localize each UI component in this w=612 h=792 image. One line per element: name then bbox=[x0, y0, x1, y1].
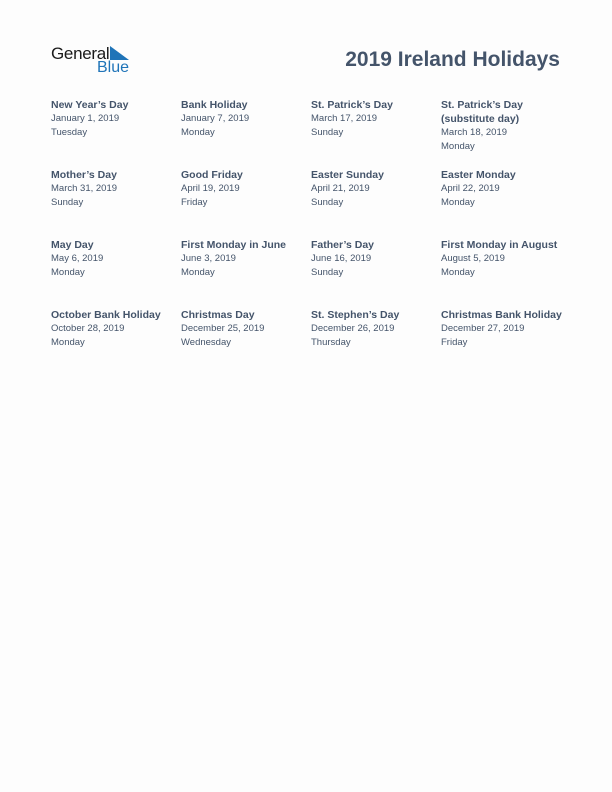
holiday-name: St. Patrick’s Day (substitute day) bbox=[441, 99, 523, 125]
holiday-name: Father’s Day bbox=[311, 239, 375, 251]
holiday-name: Christmas Bank Holiday bbox=[441, 309, 562, 321]
holiday-weekday: Friday bbox=[441, 336, 468, 348]
logo-word-blue: Blue bbox=[97, 59, 130, 76]
holiday-weekday: Sunday bbox=[311, 126, 344, 138]
holiday-weekday: Monday bbox=[51, 266, 85, 278]
holiday-weekday: Sunday bbox=[311, 266, 344, 278]
holiday-name: St. Patrick’s Day bbox=[311, 99, 393, 111]
holiday-item bbox=[441, 308, 571, 378]
holiday-item bbox=[51, 98, 181, 168]
holiday-name: Easter Monday bbox=[441, 169, 516, 181]
holiday-name: St. Stephen’s Day bbox=[311, 309, 400, 321]
holiday-weekday: Sunday bbox=[51, 196, 84, 208]
holiday-date: March 17, 2019 bbox=[311, 113, 378, 124]
holiday-item bbox=[51, 308, 181, 378]
holiday-weekday: Sunday bbox=[311, 196, 344, 208]
holiday-weekday: Monday bbox=[441, 196, 475, 208]
holiday-name: May Day bbox=[51, 239, 94, 251]
holiday-weekday: Monday bbox=[441, 140, 475, 152]
holiday-date: January 1, 2019 bbox=[51, 113, 120, 124]
holiday-weekday: Monday bbox=[181, 126, 215, 138]
holiday-item bbox=[51, 168, 181, 238]
holiday-date: June 3, 2019 bbox=[181, 253, 236, 264]
holiday-date: June 16, 2019 bbox=[311, 253, 372, 264]
logo-word-general: General bbox=[51, 44, 110, 63]
holiday-name: Bank Holiday bbox=[181, 99, 248, 111]
brand-logo bbox=[51, 44, 141, 78]
holiday-date: January 7, 2019 bbox=[181, 113, 250, 124]
holiday-date: April 19, 2019 bbox=[181, 183, 240, 194]
holiday-name: First Monday in August bbox=[441, 239, 558, 251]
holiday-item bbox=[311, 168, 441, 238]
holiday-item bbox=[181, 98, 311, 168]
holiday-date: April 22, 2019 bbox=[441, 183, 500, 194]
holiday-name: Mother’s Day bbox=[51, 169, 117, 181]
holiday-item bbox=[441, 98, 571, 168]
holiday-date: December 27, 2019 bbox=[441, 323, 525, 334]
holiday-grid bbox=[51, 98, 571, 378]
holiday-date: August 5, 2019 bbox=[441, 253, 505, 264]
holiday-item bbox=[181, 308, 311, 378]
page-title: 2019 Ireland Holidays bbox=[345, 48, 560, 71]
holiday-weekday: Friday bbox=[181, 196, 208, 208]
holiday-weekday: Tuesday bbox=[51, 126, 88, 138]
holiday-date: October 28, 2019 bbox=[51, 323, 125, 334]
holiday-item bbox=[441, 238, 571, 308]
holiday-name: October Bank Holiday bbox=[51, 309, 161, 321]
holiday-name: New Year’s Day bbox=[51, 99, 129, 111]
holiday-date: April 21, 2019 bbox=[311, 183, 370, 194]
holiday-weekday: Wednesday bbox=[181, 336, 231, 348]
holiday-date: March 31, 2019 bbox=[51, 183, 118, 194]
holiday-item bbox=[311, 308, 441, 378]
holiday-item bbox=[51, 238, 181, 308]
holiday-name: First Monday in June bbox=[181, 239, 287, 251]
holiday-item bbox=[311, 238, 441, 308]
holiday-date: May 6, 2019 bbox=[51, 253, 104, 264]
holiday-date: December 26, 2019 bbox=[311, 323, 395, 334]
holiday-item bbox=[181, 238, 311, 308]
holiday-weekday: Monday bbox=[181, 266, 215, 278]
holiday-name: Easter Sunday bbox=[311, 169, 384, 181]
holiday-item bbox=[181, 168, 311, 238]
holiday-item bbox=[311, 98, 441, 168]
holiday-weekday: Monday bbox=[441, 266, 475, 278]
holiday-name: Good Friday bbox=[181, 169, 243, 181]
holiday-item bbox=[441, 168, 571, 238]
holiday-weekday: Monday bbox=[51, 336, 85, 348]
holiday-date: December 25, 2019 bbox=[181, 323, 265, 334]
holiday-name: Christmas Day bbox=[181, 309, 255, 321]
holiday-weekday: Thursday bbox=[311, 336, 351, 348]
holiday-date: March 18, 2019 bbox=[441, 127, 508, 138]
